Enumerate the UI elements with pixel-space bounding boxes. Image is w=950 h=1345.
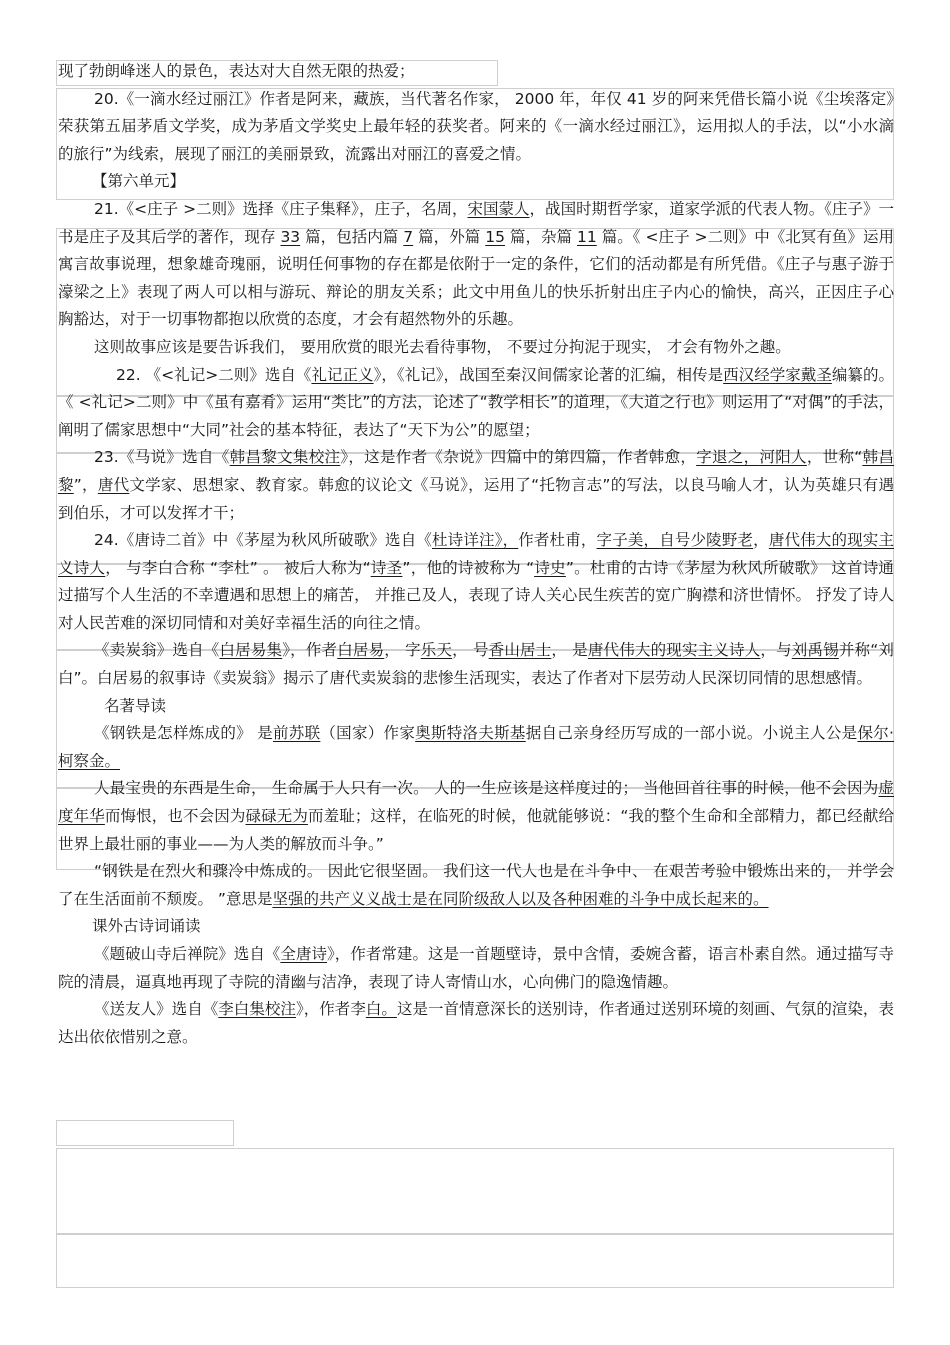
- underlined-text: 诗圣: [370, 558, 403, 577]
- maitanweng-paragraph: [58, 637, 894, 692]
- underlined-text: 宋国蒙人: [467, 199, 530, 218]
- text: 而悔恨，也不会因为: [104, 807, 246, 826]
- paragraph-line0: [58, 58, 894, 86]
- text: ”，他的诗被称为 “: [402, 558, 535, 577]
- underlined-text: 保尔· 柯察金。: [58, 724, 894, 770]
- text: 》，作者李: [295, 1000, 366, 1019]
- underlined-text: 白居易集: [219, 641, 283, 660]
- text: ， 与李白合称 “李杜” 。 被后人称为“: [105, 558, 371, 577]
- section-heading-mingzhu: [58, 693, 894, 721]
- section-heading-kewai: [58, 913, 894, 941]
- scan-frame: [56, 1234, 894, 1288]
- text: 现了勃朗峰迷人的景色，表达对大自然无限的热爱；: [58, 62, 415, 80]
- document-page: [58, 58, 894, 1051]
- text: ”。杜甫的古诗《茅屋为秋风所破歌》 这首诗通过描写个人生活的不幸遭遇和思想上的痛苦， 并推己及人，表现了诗人关心民生疾苦的宽广胸襟和济世情怀。 抒发了诗人对人民苦难的深切同情和对美好幸福生活的向往之情。: [58, 558, 894, 632]
- text: 22. 《<礼记>二则》选自《: [116, 365, 312, 384]
- text: 作者杜甫，: [518, 531, 597, 550]
- underlined-text: 自号少陵野老: [659, 531, 754, 550]
- text: 篇，杂篇: [504, 227, 578, 246]
- text: 》，这是作者《杂说》四篇中的第四篇，作者韩愈，: [340, 448, 697, 467]
- text: ，与: [760, 641, 792, 660]
- underlined-text: 7: [403, 227, 414, 246]
- text: 《卖炭翁》选自《: [94, 641, 220, 660]
- underlined-text: 奥斯特洛夫斯基: [415, 724, 526, 743]
- underlined-text: 虚度年华: [58, 779, 894, 826]
- text: 24.《唐诗二首》中《茅屋为秋风所破歌》选自《: [94, 531, 433, 550]
- underlined-text: 字退之，: [696, 448, 760, 467]
- text: ， 字: [384, 641, 421, 660]
- underlined-text: 坚强的共产义义战士是在同阶级敌人以及各种困难的斗争中成长起来的。: [272, 889, 769, 908]
- scan-frame: [56, 1148, 894, 1234]
- text: ，战国时期哲学家，道家学派的代表人物。《庄子》一书是庄子及其后学的著作，现存: [58, 199, 894, 246]
- text: 篇，外篇: [413, 227, 486, 246]
- underlined-text: 唐代伟大的现实主义诗人: [58, 531, 894, 577]
- underlined-text: 韩昌黎: [58, 448, 894, 494]
- underlined-text: 碌碌无为: [245, 807, 308, 826]
- text: 据自己亲身经历写成的一部小说。小说主人公是: [525, 724, 858, 743]
- underlined-text: 唐代: [97, 475, 130, 494]
- underlined-text: 乐天: [420, 641, 453, 660]
- text: 并称“刘白”。白居易的叙事诗《卖炭翁》揭示了唐代卖炭翁的悲惨生活现实，表达了作者对下层劳动人民深切同情的思想感情。: [58, 641, 894, 688]
- text: 《题破山寺后禅院》选自《: [94, 945, 281, 963]
- heading-text: 【第六单元】: [92, 172, 186, 191]
- text: 这是一首情意深长的送别诗，作者通过送别环境的刻画、气氛的渲染，表达出依依惜别之意。: [58, 1000, 894, 1046]
- text: 《钢铁是怎样炼成的》 是: [94, 724, 273, 743]
- underlined-text: 李白集校注: [218, 1000, 296, 1019]
- underlined-text: 15: [485, 227, 505, 246]
- quote-paragraph-1: [58, 775, 894, 858]
- text: ， 是: [551, 641, 588, 660]
- underlined-text: 韩昌黎文集校注: [229, 448, 341, 467]
- underlined-text: 字子美，: [596, 531, 660, 550]
- underlined-text: 唐代伟大的现实主义诗人: [587, 641, 761, 660]
- underlined-text: 香山居士: [488, 641, 552, 660]
- item-21-moral: [58, 334, 894, 362]
- text: 这则故事应该是要告诉我们， 要用欣赏的眼光去看待事物， 不要过分拘泥于现实， 才会有物外之趣。: [94, 337, 791, 356]
- item-20: [58, 86, 894, 169]
- underlined-text: 白居易: [337, 641, 385, 660]
- underlined-text: 11: [577, 227, 597, 246]
- text: ”，: [73, 475, 98, 494]
- item-21: [58, 196, 894, 334]
- underlined-text: 礼记正义: [311, 365, 374, 384]
- text: ，世称“: [806, 448, 863, 467]
- underlined-text: 白。: [365, 1000, 397, 1019]
- text: 》，作者常建。这是一首题壁诗，景中含情，委婉含蓄，语言朴素自然。通过描写寺院的清晨，逼真地再现了寺院的清幽与洁净，表现了诗人寄情山水，心向佛门的隐逸情趣。: [58, 945, 894, 991]
- text: （国家）作家: [320, 724, 416, 743]
- underlined-text: 刘禹锡: [791, 641, 839, 660]
- text: 21.《<庄子 >二则》选择《庄子集释》，庄子，名周，: [94, 199, 468, 218]
- text: 20.《一滴水经过丽江》作者是阿来，藏族，当代著名作家， 2000 年，年仅 41 岁的阿来凭借长篇小说《尘埃落定》荣获第五届茅盾文学奖，成为茅盾文学奖史上最年轻的获奖者。阿来的《一滴水经过丽江》，运用拟人的手法，以“小水滴的旅行”为线索，展现了丽江的美丽景致，流露出对丽江的喜爱之情。: [58, 89, 894, 163]
- text: “钢铁是在烈火和骤冷中炼成的。 因此它很坚固。 我们这一代人也是在斗争中、 在艰苦考验中锻炼出来的， 并学会了在生活面前不颓废。 ”意思是: [58, 862, 894, 908]
- quote-paragraph-2: [58, 858, 894, 913]
- text: ，: [753, 531, 769, 550]
- text: 编纂的。《 <礼记>二则》中《虽有嘉肴》运用“类比”的方法，论述了“教学相长”的道理，《大道之行也》则运用了“对偶”的手法，阐明了儒家思想中“大同”社会的基本特征，表达了“天下为公”的愿望；: [58, 365, 894, 439]
- text: 篇。《 <庄子 >二则》中《北冥有鱼》运用寓言故事说理，想象雄奇瑰丽，说明任何事物的存在都是依附于一定的条件，它们的活动都是有所凭借。《庄子与惠子游于濠梁之上》表现了两人可以相与游玩、辩论的朋友关系；此文中用鱼儿的快乐折射出庄子内心的愉快，高兴，正因庄子心胸豁达，对于一切事物都抱以欣赏的态度，才会有超然物外的乐趣。: [58, 227, 894, 329]
- underlined-text: 西汉经学家戴圣: [723, 365, 832, 384]
- poem-paragraph-2: [58, 996, 894, 1051]
- scan-frame: [56, 1120, 234, 1146]
- text: 》，《礼记》，战国至秦汉间儒家论著的汇编，相传是: [373, 365, 724, 384]
- text: 23.《马说》选自《: [94, 448, 230, 467]
- heading-text: 课外古诗词诵读: [92, 917, 201, 936]
- text: ， 号: [452, 641, 489, 660]
- underlined-text: 前苏联: [272, 724, 321, 743]
- heading-text: 名著导读: [104, 696, 167, 715]
- text: 而羞耻；这样，在临死的时候，他就能够说：“我的整个生命和全部精力，都已经献给世界上最壮丽的事业——为人类的解放而斗争。”: [58, 807, 894, 853]
- underlined-text: 杜诗详注》，: [432, 531, 519, 550]
- underlined-text: 河阳人: [759, 448, 807, 467]
- underlined-text: 全唐诗: [280, 945, 328, 963]
- text: 篇，包括内篇: [300, 227, 404, 246]
- item-23: [58, 444, 894, 527]
- gangtie-paragraph: [58, 720, 894, 775]
- text: 文学家、思想家、教育家。韩愈的议论文《马说》，运用了“托物言志”的写法，以良马喻人才，认为英雄只有遇到伯乐，才可以发挥才干；: [58, 475, 894, 522]
- underlined-text: 33: [280, 227, 301, 246]
- poem-paragraph-1: [58, 941, 894, 996]
- underlined-text: 诗史: [534, 558, 566, 577]
- item-22: [58, 362, 894, 445]
- text: 《送友人》选自《: [94, 1000, 219, 1019]
- text: 人最宝贵的东西是生命， 生命属于人只有一次。 人的一生应该是这样度过的； 当他回首往事的时候，他不会因为: [94, 779, 879, 798]
- unit-heading: [58, 168, 894, 196]
- item-24: [58, 527, 894, 637]
- text: 》，作者: [282, 641, 338, 660]
